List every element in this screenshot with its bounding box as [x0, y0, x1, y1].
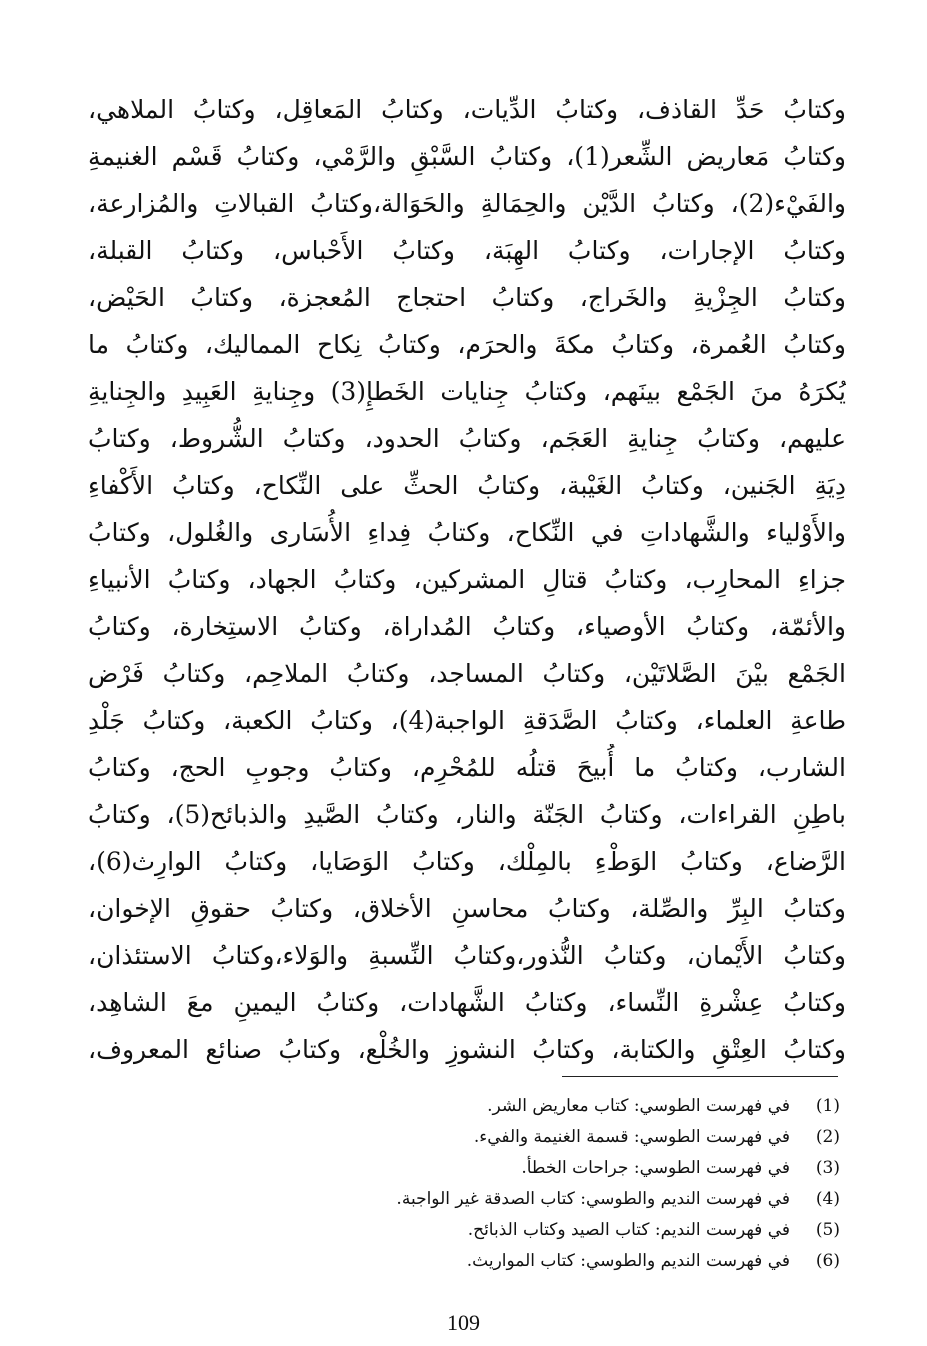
- footnote-number: (4): [815, 1188, 840, 1209]
- footnote-text: في فهرست النديم: كتاب الصيد وكتاب الذبائح.: [467, 1219, 790, 1240]
- footnote-3: [200, 1152, 840, 1183]
- footnote-number: (2): [815, 1126, 840, 1147]
- footnote-1: [200, 1090, 840, 1121]
- footnote-6: [200, 1245, 840, 1276]
- text-line-18: وكتابُ البِرِّ والصِّلة، وكتابُ محاسنِ الأخلاق، وكتابُ حقوقِ الإخوان،: [88, 894, 846, 923]
- text-line-4: وكتابُ الإجارات، وكتابُ الهِبَة، وكتابُ الأَحْباس، وكتابُ القبلة،: [88, 236, 846, 265]
- text-line-2: وكتابُ مَعاريض الشِّعر(1)، وكتابُ السَّبْقِ والرَّمْي، وكتابُ قَسْم الغنيمةِ: [88, 142, 846, 171]
- text-line-10: والأَوْلياء والشَّهاداتِ في النِّكاح، وكتابُ فِداءِ الأُسَارى والغُلول، وكتابُ: [88, 518, 846, 547]
- footnote-4: [200, 1183, 840, 1214]
- footnote-number: (1): [815, 1095, 840, 1116]
- footnote-number: (6): [815, 1250, 840, 1271]
- text-line-8: عليهم، وكتابُ جِنايةِ العَجَم، وكتابُ الحدود، وكتابُ الشُّروط، وكتابُ: [88, 424, 846, 453]
- footnote-text: في فهرست الطوسي: جراحات الخطأ.: [521, 1157, 790, 1178]
- footnote-divider: [562, 1076, 838, 1077]
- text-line-19: وكتابُ الأَيْمان، وكتابُ النُّذور،وكتابُ النِّسبةِ والوَلاء،وكتابُ الاستئذان،: [88, 941, 846, 970]
- footnote-5: [200, 1214, 840, 1245]
- footnote-text: في فهرست الطوسي: كتاب معاريض الشر.: [487, 1095, 790, 1116]
- footnote-number: (5): [815, 1219, 840, 1240]
- text-line-14: طاعةِ العلماء، وكتابُ الصَّدَقةِ الواجبة(4)، وكتابُ الكعبة، وكتابُ جَلْدِ: [88, 706, 846, 735]
- text-line-7: يُكرَهُ منَ الجَمْع بينَهم، وكتابُ جِنايات الخَطإِ(3) وجِنايةِ العَبِيدِ والجِنايةِ: [88, 377, 846, 406]
- text-line-16: باطِنِ القراءات، وكتابُ الجَنّة والنار، وكتابُ الصَّيدِ والذبائح(5)، وكتابُ: [88, 800, 846, 829]
- main-text-block: [88, 86, 846, 1073]
- footnote-text: في فهرست الطوسي: قسمة الغنيمة والفيء.: [473, 1126, 790, 1147]
- footnotes-block: [200, 1090, 840, 1276]
- text-line-21: وكتابُ العِتْقِ والكتابة، وكتابُ النشوزِ والخُلْع، وكتابُ صنائع المعروف،: [88, 1035, 846, 1064]
- text-line-9: دِيَةِ الجَنين، وكتابُ الغَيْبة، وكتابُ الحثِّ على النِّكاح، وكتابُ الأَكْفاءِ: [88, 471, 846, 500]
- text-line-13: الجَمْع بيْنَ الصَّلاتَيْن، وكتابُ المساجد، وكتابُ الملاحِم، وكتابُ فَرْض: [88, 659, 846, 688]
- text-line-12: والأئمّة، وكتابُ الأوصياء، وكتابُ المُداراة، وكتابُ الاستِخارة، وكتابُ: [88, 612, 846, 641]
- text-line-20: وكتابُ عِشْرةِ النِّساء، وكتابُ الشَّهادات، وكتابُ اليمينِ معَ الشاهِد،: [88, 988, 846, 1017]
- text-line-3: والفَيْء(2)، وكتابُ الدَّيْن والحِمَالةِ والحَوَالة،وكتابُ القبالاتِ والمُزارعة،: [88, 189, 846, 218]
- footnote-text: في فهرست النديم والطوسي: كتاب الصدقة غير الواجبة.: [396, 1188, 790, 1209]
- text-line-1: وكتابُ حَدِّ القاذف، وكتابُ الدِّيات، وكتابُ المَعاقِل، وكتابُ الملاهي،: [88, 95, 846, 124]
- text-line-15: الشارب، وكتابُ ما أُبيحَ قتلُه للمُحْرِم، وكتابُ وجوبِ الحج، وكتابُ: [88, 753, 846, 782]
- footnote-text: في فهرست النديم والطوسي: كتاب المواريث.: [466, 1250, 790, 1271]
- text-line-17: الرَّضاع، وكتابُ الوَطْءِ بالمِلْك، وكتابُ الوَصَايا، وكتابُ الوارِث(6)،: [88, 847, 846, 876]
- text-line-11: جزاءِ المحارِب، وكتابُ قتالِ المشركين، وكتابُ الجهاد، وكتابُ الأنبياءِ: [88, 565, 846, 594]
- text-line-5: وكتابُ الجِزْيةِ والخَراج، وكتابُ احتجاج المُعجزة، وكتابُ الحَيْض،: [88, 283, 846, 312]
- footnote-number: (3): [815, 1157, 840, 1178]
- page-number: 109: [447, 1310, 480, 1335]
- footnote-2: [200, 1121, 840, 1152]
- text-line-6: وكتابُ العُمرة، وكتابُ مكةَ والحرَم، وكتابُ نِكاح المماليك، وكتابُ ما: [88, 330, 846, 359]
